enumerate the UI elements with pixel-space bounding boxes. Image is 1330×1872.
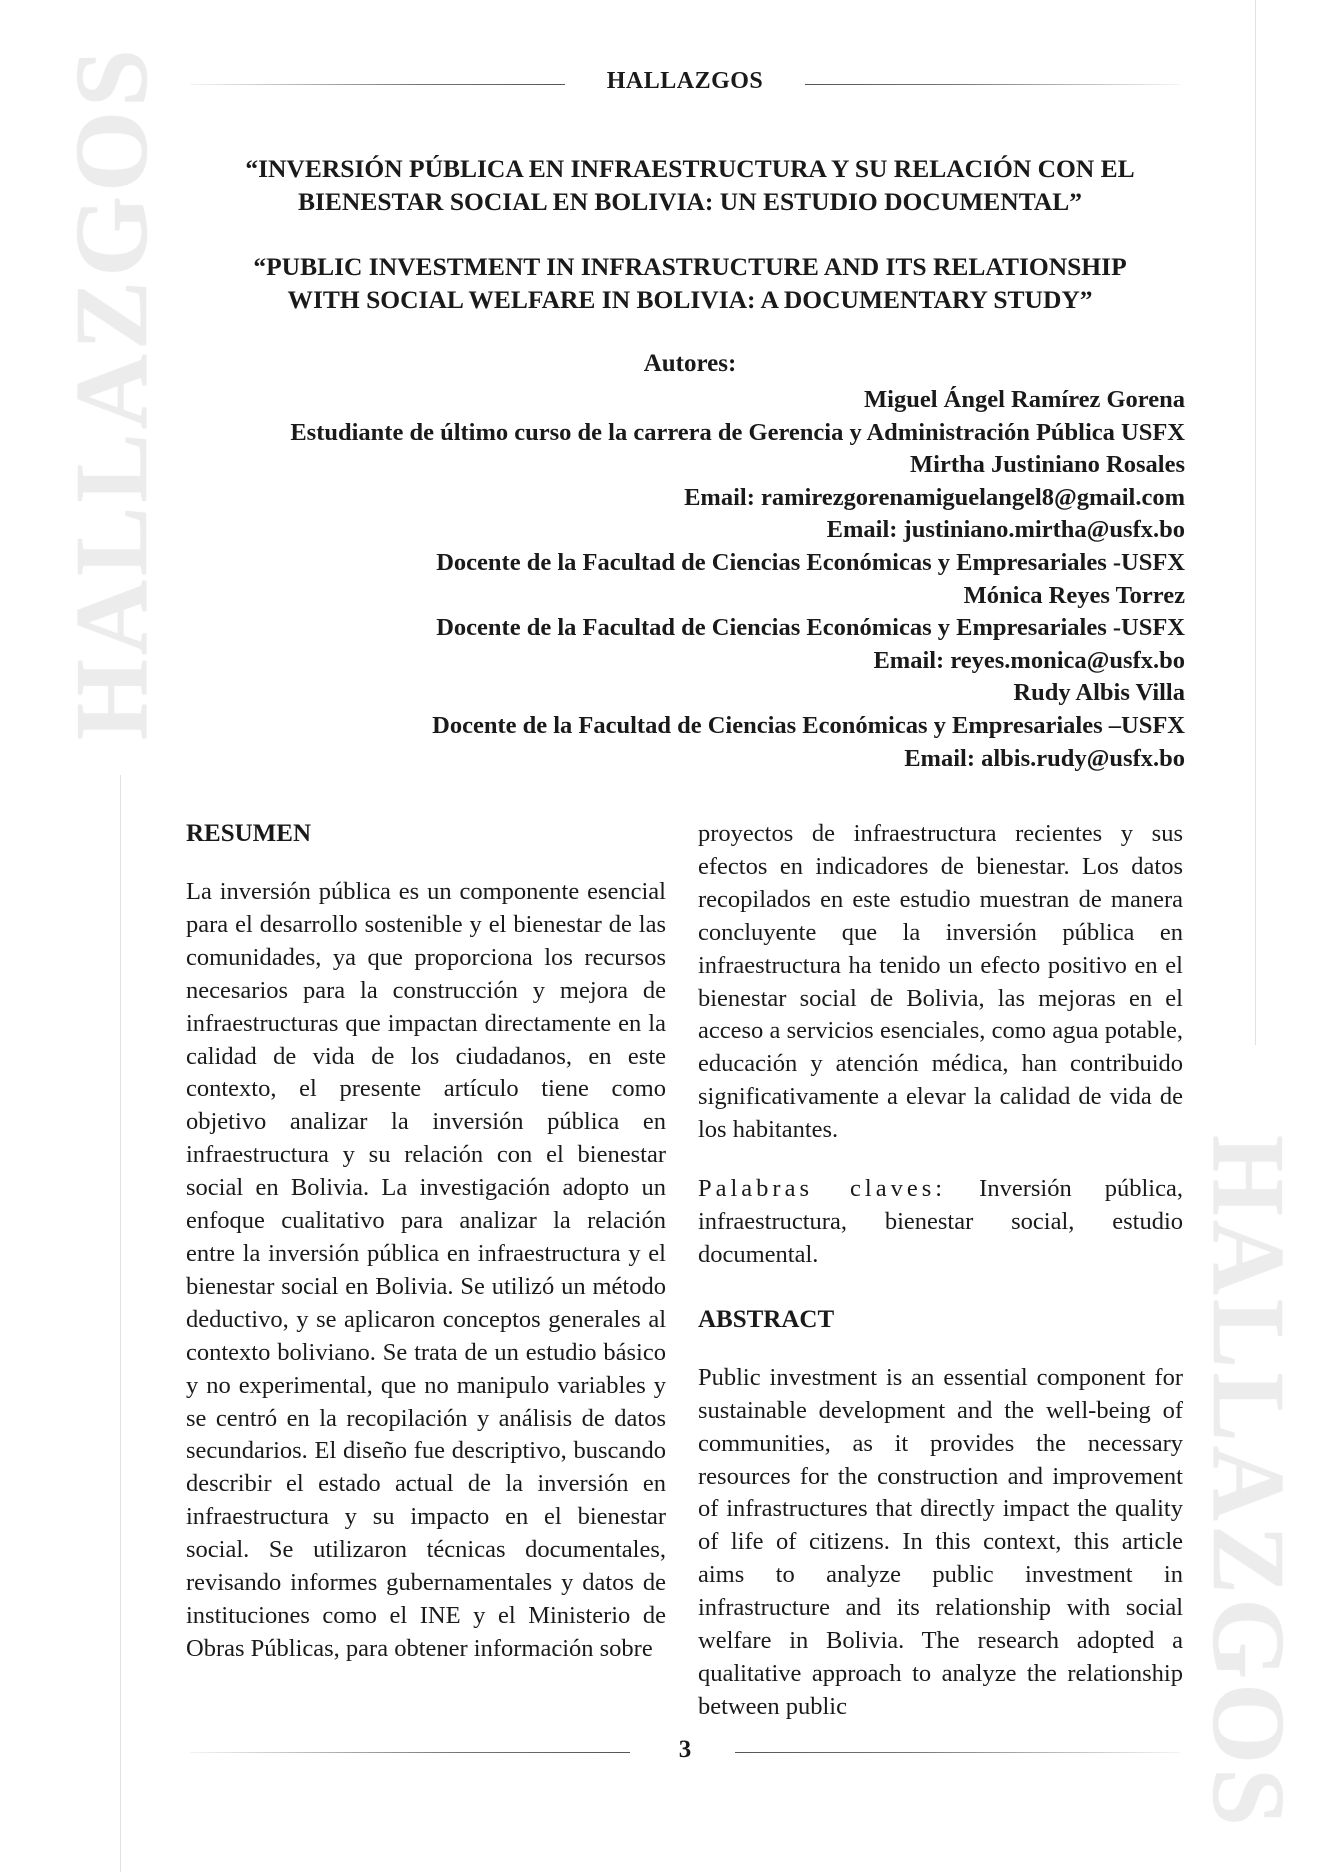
author-line: Email: albis.rudy@usfx.bo	[904, 744, 1185, 772]
footer-rule-right	[735, 1752, 1180, 1753]
watermark-right: HALLAZGOS	[1191, 1135, 1306, 1830]
authors-block	[85, 384, 1185, 775]
title-english-line-1: “PUBLIC INVESTMENT IN INFRASTRUCTURE AND ITS RELATIONSHIP	[253, 252, 1127, 281]
watermark-left: HALLAZGOS	[54, 45, 169, 740]
running-footer	[190, 1736, 1180, 1766]
watermark-divider-left	[120, 775, 121, 1872]
author-line: Email: ramirezgorenamiguelangel8@gmail.com	[684, 483, 1185, 511]
title-english-line-2: WITH SOCIAL WELFARE IN BOLIVIA: A DOCUMENTARY STUDY”	[287, 285, 1093, 314]
authors-label: Autores:	[643, 350, 737, 377]
keywords-label: Palabras claves:	[698, 1175, 947, 1203]
abstract-text: Public investment is an essential component for sustainable development and the well-being of communities, as it provides the necessary resources for the construction and improvement of infrastructures that directly impact the quality of life of citizens. In this context, this article aims to analyze public investment in infrastructure and its relationship with social welfare in Bolivia. The research adopted a qualitative approach to analyze the relationship between public	[698, 1363, 1183, 1720]
author-line: Mirtha Justiniano Rosales	[910, 451, 1185, 479]
page-number: 3	[678, 1736, 692, 1763]
resumen-heading: RESUMEN	[186, 820, 312, 847]
watermark-divider-right	[1255, 0, 1256, 1045]
author-line: Miguel Ángel Ramírez Gorena	[864, 386, 1185, 413]
keywords	[698, 1173, 1183, 1272]
author-line: Estudiante de último curso de la carrera de Gerencia y Administración Pública USFX	[290, 418, 1185, 446]
header-label: HALLAZGOS	[606, 68, 764, 94]
resumen-text: La inversión pública es un componente esencial para el desarrollo sostenible y el bienestar de las comunidades, ya que proporciona los recursos necesarios para la construcción y mejora de infraestructuras que impactan directamente en la calidad de vida de los ciudadanos, en este contexto, el presente artículo tiene como objetivo analizar la inversión pública en infraestructura y su relación con el bienestar social en Bolivia. La investigación adopto un enfoque cualitativo para analizar la relación entre la inversión pública en infraestructura y el bienestar social en Bolivia. Se utilizó un método deductivo, y se aplicaron conceptos generales al contexto boliviano. Se trata de un estudio básico y no experimental, que no manipulo variables y se centró en la recopilación y análisis de datos secundarios. El diseño fue descriptivo, buscando describir el estado actual de la inversión en infraestructura y su impacto en el bienestar social. Se utilizaron técnicas documentales, revisando informes gubernamentales y datos de instituciones como el INE y el Ministerio de Obras Públicas, para obtener información sobre	[186, 878, 666, 1662]
title-spanish	[160, 152, 1220, 218]
running-header	[190, 68, 1180, 98]
author-line: Email: reyes.monica@usfx.bo	[873, 646, 1185, 674]
author-line: Docente de la Facultad de Ciencias Económicas y Empresariales -USFX	[436, 614, 1185, 642]
title-spanish-line-2: BIENESTAR SOCIAL EN BOLIVIA: UN ESTUDIO DOCUMENTAL”	[297, 187, 1083, 216]
left-column	[186, 818, 666, 1666]
right-column	[698, 818, 1183, 1724]
footer-rule-left	[190, 1752, 630, 1753]
author-line: Rudy Albis Villa	[1013, 679, 1185, 707]
author-line: Email: justiniano.mirtha@usfx.bo	[826, 516, 1185, 544]
header-rule-right	[805, 84, 1180, 85]
author-line: Mónica Reyes Torrez	[963, 581, 1185, 609]
title-spanish-line-1: “INVERSIÓN PÚBLICA EN INFRAESTRUCTURA Y SU RELACIÓN CON EL	[245, 154, 1135, 183]
resumen-continuation: proyectos de infraestructura recientes y sus efectos en indicadores de bienestar. Los datos recopilados en este estudio muestran de manera concluyente que la inversión pública en infraestructura ha tenido un efecto positivo en el bienestar social de Bolivia, las mejoras en el acceso a servicios esenciales, como agua potable, educación y atención médica, han contribuido significativamente a elevar la calidad de vida de los habitantes.	[698, 820, 1183, 1144]
title-english	[160, 250, 1220, 316]
author-line: Docente de la Facultad de Ciencias Económicas y Empresariales -USFX	[436, 548, 1185, 576]
keywords-text: Inversión pública, infraestructura, bienestar social, estudio documental.	[698, 1175, 1183, 1268]
header-rule-left	[190, 84, 565, 85]
author-line: Docente de la Facultad de Ciencias Económicas y Empresariales –USFX	[432, 711, 1185, 739]
abstract-heading: ABSTRACT	[698, 1305, 835, 1333]
